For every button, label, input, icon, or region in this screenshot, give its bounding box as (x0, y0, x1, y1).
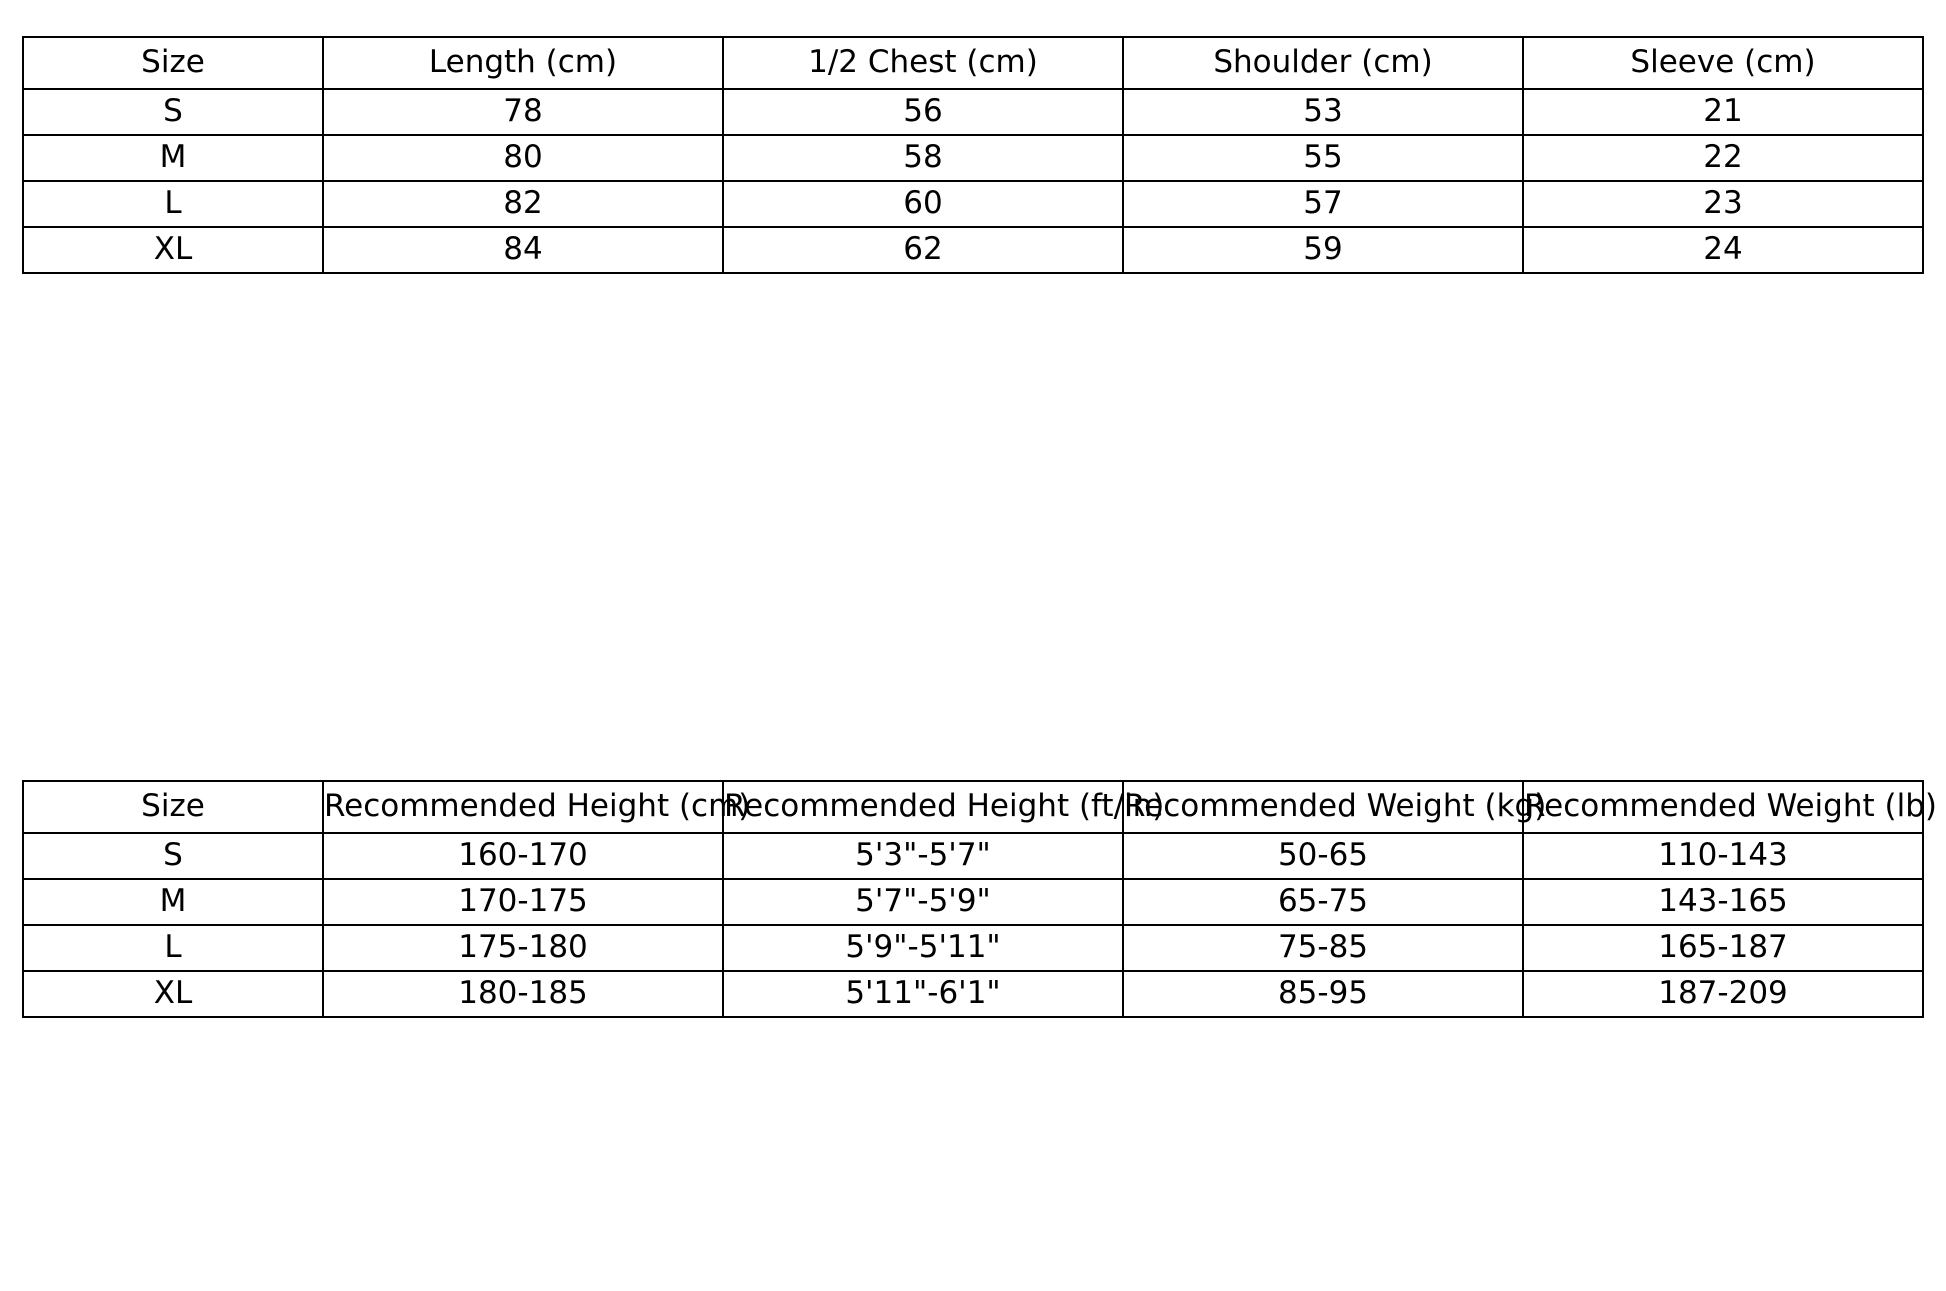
column-header-shoulder: Shoulder (cm) (1123, 37, 1523, 89)
cell-height-ftin: 5'3"-5'7" (723, 833, 1123, 879)
cell-size: S (23, 89, 323, 135)
cell-shoulder: 57 (1123, 181, 1523, 227)
cell-size: L (23, 925, 323, 971)
recommended-fit-table (22, 780, 1937, 1018)
cell-length: 84 (323, 227, 723, 273)
column-header-size: Size (23, 37, 323, 89)
column-header-size-label: Size (141, 788, 205, 825)
table-body (23, 89, 1923, 273)
table-row (23, 227, 1923, 273)
cell-weight-kg: 75-85 (1123, 925, 1523, 971)
cell-length: 82 (323, 181, 723, 227)
cell-half-chest: 60 (723, 181, 1123, 227)
table-row (23, 89, 1923, 135)
column-header-weight-kg (1123, 781, 1547, 833)
column-header-height-ftin-label: Recommended Height (ft/in) (724, 788, 1165, 825)
cell-size: M (23, 135, 323, 181)
cell-half-chest: 56 (723, 89, 1123, 135)
table-row (23, 135, 1923, 181)
table-header (23, 781, 1937, 833)
table-header-row (23, 37, 1923, 89)
cell-size: XL (23, 227, 323, 273)
table-row (23, 181, 1923, 227)
cell-sleeve: 22 (1523, 135, 1923, 181)
cell-height-ftin: 5'7"-5'9" (723, 879, 1123, 925)
cell-weight-kg: 50-65 (1123, 833, 1523, 879)
table-header-row (23, 781, 1923, 833)
cell-length: 80 (323, 135, 723, 181)
column-header-length: Length (cm) (323, 37, 723, 89)
column-header-weight-lb (1523, 781, 1937, 833)
cell-height-cm: 160-170 (323, 833, 723, 879)
garment-measurement-table (22, 36, 1924, 274)
cell-weight-lb: 165-187 (1523, 925, 1923, 971)
column-header-size (23, 781, 323, 833)
column-header-half-chest: 1/2 Chest (cm) (723, 37, 1123, 89)
column-header-weight-kg-label: Recommended Weight (kg) (1124, 788, 1547, 825)
cell-height-cm: 170-175 (323, 879, 723, 925)
cell-sleeve: 23 (1523, 181, 1923, 227)
cell-length: 78 (323, 89, 723, 135)
cell-shoulder: 53 (1123, 89, 1523, 135)
cell-weight-lb: 143-165 (1523, 879, 1923, 925)
cell-sleeve: 21 (1523, 89, 1923, 135)
cell-size: M (23, 879, 323, 925)
cell-sleeve: 24 (1523, 227, 1923, 273)
cell-shoulder: 59 (1123, 227, 1523, 273)
column-header-height-ftin (723, 781, 1165, 833)
cell-weight-lb: 187-209 (1523, 971, 1923, 1017)
cell-height-cm: 180-185 (323, 971, 723, 1017)
column-header-height-cm (323, 781, 751, 833)
column-header-weight-lb-label: Recommended Weight (lb) (1524, 788, 1937, 825)
cell-size: XL (23, 971, 323, 1017)
cell-weight-kg: 85-95 (1123, 971, 1523, 1017)
cell-half-chest: 58 (723, 135, 1123, 181)
column-header-sleeve: Sleeve (cm) (1523, 37, 1923, 89)
cell-height-cm: 175-180 (323, 925, 723, 971)
table-header (23, 37, 1923, 89)
cell-weight-lb: 110-143 (1523, 833, 1923, 879)
cell-height-ftin: 5'11"-6'1" (723, 971, 1123, 1017)
table-row (23, 879, 1923, 925)
cell-size: L (23, 181, 323, 227)
table-row (23, 971, 1923, 1017)
table-row (23, 925, 1923, 971)
cell-shoulder: 55 (1123, 135, 1523, 181)
table-row (23, 833, 1923, 879)
cell-size: S (23, 833, 323, 879)
cell-height-ftin: 5'9"-5'11" (723, 925, 1123, 971)
cell-half-chest: 62 (723, 227, 1123, 273)
column-header-height-cm-label: Recommended Height (cm) (324, 788, 751, 825)
table-body (23, 833, 1923, 1017)
cell-weight-kg: 65-75 (1123, 879, 1523, 925)
